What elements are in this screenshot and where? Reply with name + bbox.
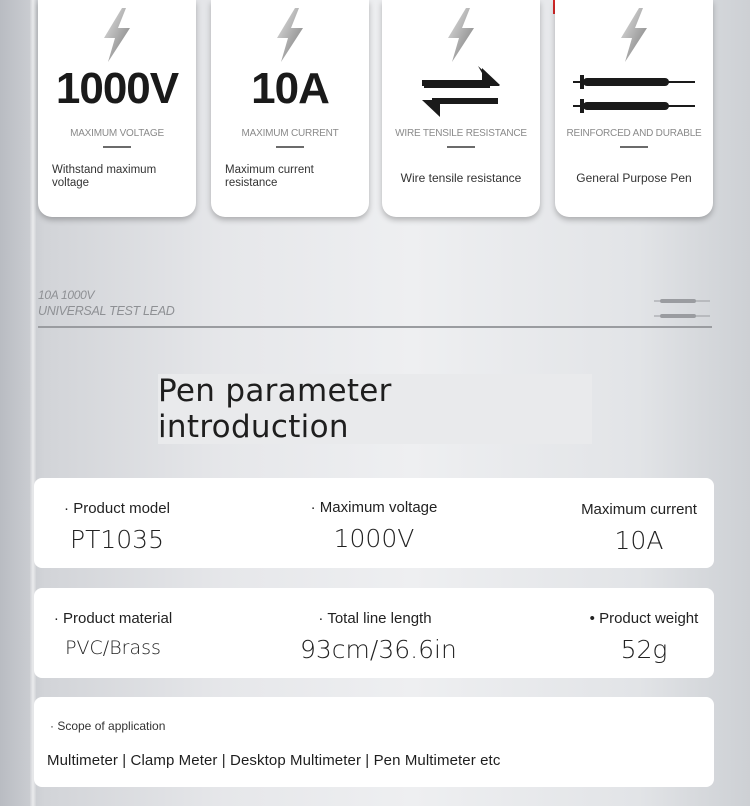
param-panel-2 [34, 588, 714, 678]
lead-label-line1: 10A 1000V [38, 288, 95, 302]
param-product-weight [574, 610, 714, 664]
background-streak [30, 0, 36, 806]
feature-caption: MAXIMUM CURRENT [241, 128, 339, 139]
feature-caption: MAXIMUM VOLTAGE [70, 128, 164, 139]
feature-card-durable [555, 0, 713, 217]
divider [447, 146, 475, 148]
param-max-voltage [304, 499, 444, 553]
lightning-bolt-icon [619, 8, 649, 62]
divider [620, 146, 648, 148]
param-label: · Total line length [318, 610, 432, 627]
lightning-bolt-icon [275, 8, 305, 62]
feature-description: Withstand maximum voltage [52, 164, 157, 189]
param-product-model [52, 500, 182, 554]
section-title: Pen parameter introduction [158, 374, 592, 444]
lightning-bolt-icon [446, 8, 476, 62]
lightning-bolt-icon [102, 8, 132, 62]
feature-description: Maximum current resistance [225, 164, 314, 189]
param-label: • Product weight [589, 610, 699, 627]
divider [103, 146, 131, 148]
feature-card-voltage [38, 0, 196, 217]
feature-card-current [211, 0, 369, 217]
param-value: PT1035 [70, 525, 164, 554]
param-value: 10A [614, 526, 664, 555]
param-value: 52g [620, 635, 668, 664]
test-lead-pens-icon [555, 62, 713, 122]
feature-big-value: 1000V [55, 64, 179, 113]
lead-label [38, 287, 174, 319]
lead-label-line2: UNIVERSAL TEST LEAD [38, 304, 175, 318]
param-label: Maximum current [581, 501, 697, 518]
divider-line [38, 326, 712, 328]
feature-caption: WIRE TENSILE RESISTANCE [395, 128, 527, 139]
param-label: · Maximum voltage [310, 499, 438, 516]
param-total-length [300, 610, 457, 664]
param-label: · Product model [64, 500, 170, 517]
feature-card-tensile [382, 0, 540, 217]
param-value: PVC/Brass [65, 637, 161, 659]
param-value: 1000V [333, 524, 415, 553]
scope-value: Multimeter | Clamp Meter | Desktop Multimeter | Pen Multimeter etc [47, 752, 501, 769]
param-product-material [48, 610, 178, 659]
param-max-current [574, 501, 704, 555]
divider [276, 146, 304, 148]
scope-panel [34, 697, 714, 787]
bidirectional-arrows-icon [382, 62, 540, 122]
feature-description: General Purpose Pen [576, 171, 692, 185]
feature-description: Wire tensile resistance [400, 171, 522, 185]
param-value: 93cm/36.6in [300, 635, 457, 664]
param-label: · Product material [53, 610, 173, 627]
param-panel-1 [34, 478, 714, 568]
test-lead-pens-icon [652, 294, 712, 322]
feature-big-value: 10A [251, 64, 329, 113]
feature-caption: REINFORCED AND DURABLE [566, 128, 702, 139]
scope-label: · Scope of application [50, 719, 166, 733]
